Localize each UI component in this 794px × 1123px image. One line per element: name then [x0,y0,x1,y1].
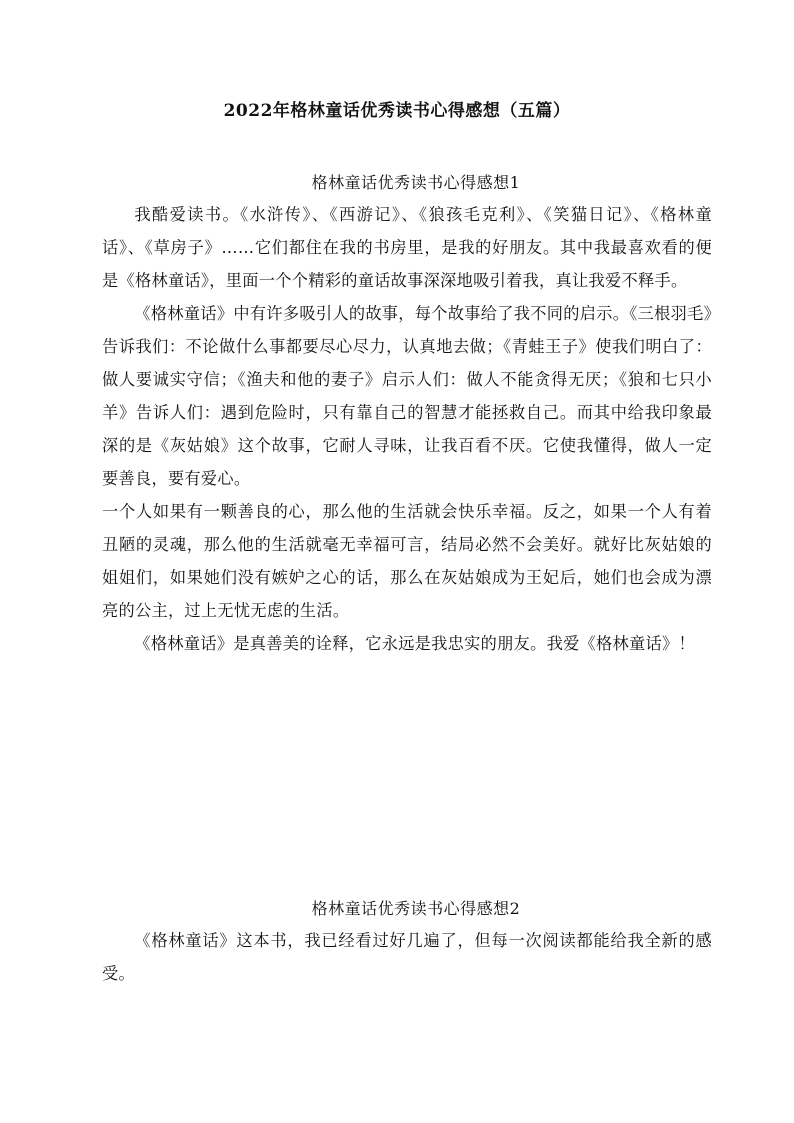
paragraph: 《格林童话》是真善美的诠释，它永远是我忠实的朋友。我爱《格林童话》！ [134,634,695,653]
essay-section-1 [102,168,712,660]
section-heading: 格林童话优秀读书心得感想1 [311,173,521,192]
document-title: 2022年格林童话优秀读书心得感想（五篇） [223,101,571,121]
paragraph: 《格林童话》这本书，我已经看过好几遍了，但每一次阅读都能给我全新的感受。 [102,931,712,983]
paragraph: 《格林童话》中有许多吸引人的故事，每个故事给了我不同的启示。《三根羽毛》告诉我们：不论做什么事都要尽心尽力，认真地去做；《青蛙王子》使我们明白了：做人要诚实守信；《渔夫和他的妻子》启示人们：做人不能贪得无厌；《狼和七只小羊》告诉人们：遇到危险时，只有靠自己的智慧才能拯救自己。而其中给我印象最深的是《灰姑娘》这个故事，它耐人寻味，让我百看不厌。它使我懂得，做人一定要善良，要有爱心。 [102,304,712,488]
paragraph: 我酷爱读书。《水浒传》、《西游记》、《狼孩毛克利》、《笑猫日记》、《格林童话》、《草房子》……它们都住在我的书房里，是我的好朋友。其中我最喜欢看的便是《格林童话》，里面一个个精彩的童话故事深深地吸引着我，真让我爱不释手。 [102,205,712,290]
paragraph: 一个人如果有一颗善良的心，那么他的生活就会快乐幸福。反之，如果一个人有着丑陋的灵魂，那么他的生活就毫无幸福可言，结局必然不会美好。就好比灰姑娘的姐姐们，如果她们没有嫉妒之心的话，那么在灰姑娘成为王妃后，她们也会成为漂亮的公主，过上无忧无虑的生活。 [102,502,712,620]
section-heading: 格林童话优秀读书心得感想2 [311,899,521,918]
essay-section-2 [102,894,712,990]
